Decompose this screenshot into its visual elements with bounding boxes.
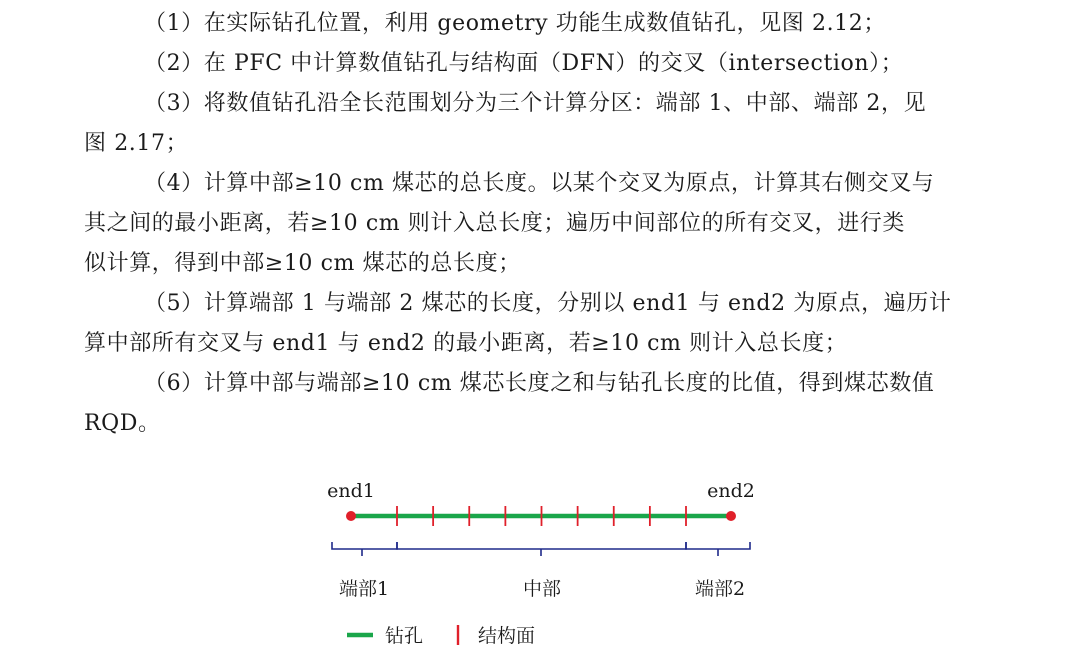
zone-label-end2: 端部2 <box>694 578 746 600</box>
end1-label: end1 <box>327 480 375 502</box>
paragraph-6-line-2: RQD。 <box>84 411 161 436</box>
legend-structure-label: 结构面 <box>478 625 536 647</box>
paragraph-6-line-1: （6）计算中部与端部≥10 cm 煤芯长度之和与钻孔长度的比值，得到煤芯数值 <box>144 371 935 396</box>
brace-end2-zone <box>686 542 750 556</box>
paragraph-4-line-1: （4）计算中部≥10 cm 煤芯的总长度。以某个交叉为原点，计算其右侧交叉与 <box>144 171 935 196</box>
paragraph-5 <box>84 284 1004 364</box>
paragraph-4 <box>84 164 1004 284</box>
paragraph-3-line-1: （3）将数值钻孔沿全长范围划分为三个计算分区：端部 1、中部、端部 2，见 <box>144 91 927 116</box>
paragraph-5-line-1: （5）计算端部 1 与端部 2 煤芯的长度，分别以 end1 与 end2 为原点，遍历计 <box>144 291 952 316</box>
zone-label-end1: 端部1 <box>338 578 390 600</box>
zone-label-middle: 中部 <box>522 578 562 600</box>
paragraph-2-line-1: （2）在 PFC 中计算数值钻孔与结构面（DFN）的交叉（intersection）； <box>144 51 904 76</box>
paragraph-5-line-2: 算中部所有交叉与 end1 与 end2 的最小距离，若≥10 cm 则计入总长度； <box>84 331 848 356</box>
borehole-diagram-svg <box>0 470 1080 664</box>
end2-label: end2 <box>707 480 755 502</box>
paragraph-1-line-1: （1）在实际钻孔位置，利用 geometry 功能生成数值钻孔，见图 2.12； <box>144 11 886 36</box>
borehole-diagram <box>0 470 1080 664</box>
paragraph-3 <box>84 84 1004 164</box>
brace-end1-zone <box>332 542 397 556</box>
end2-point <box>726 511 736 521</box>
paragraph-1 <box>84 4 1004 44</box>
paragraph-2 <box>84 44 1004 84</box>
paragraph-3-line-2: 图 2.17； <box>84 131 189 156</box>
paragraph-4-line-2: 其之间的最小距离，若≥10 cm 则计入总长度；遍历中间部位的所有交叉，进行类 <box>84 211 905 236</box>
paragraph-6 <box>84 364 1004 444</box>
end1-point <box>346 511 356 521</box>
brace-middle-zone <box>397 542 686 556</box>
text-block <box>84 4 1004 444</box>
paragraph-4-line-3: 似计算，得到中部≥10 cm 煤芯的总长度； <box>84 251 521 276</box>
legend-borehole-label: 钻孔 <box>385 625 424 647</box>
